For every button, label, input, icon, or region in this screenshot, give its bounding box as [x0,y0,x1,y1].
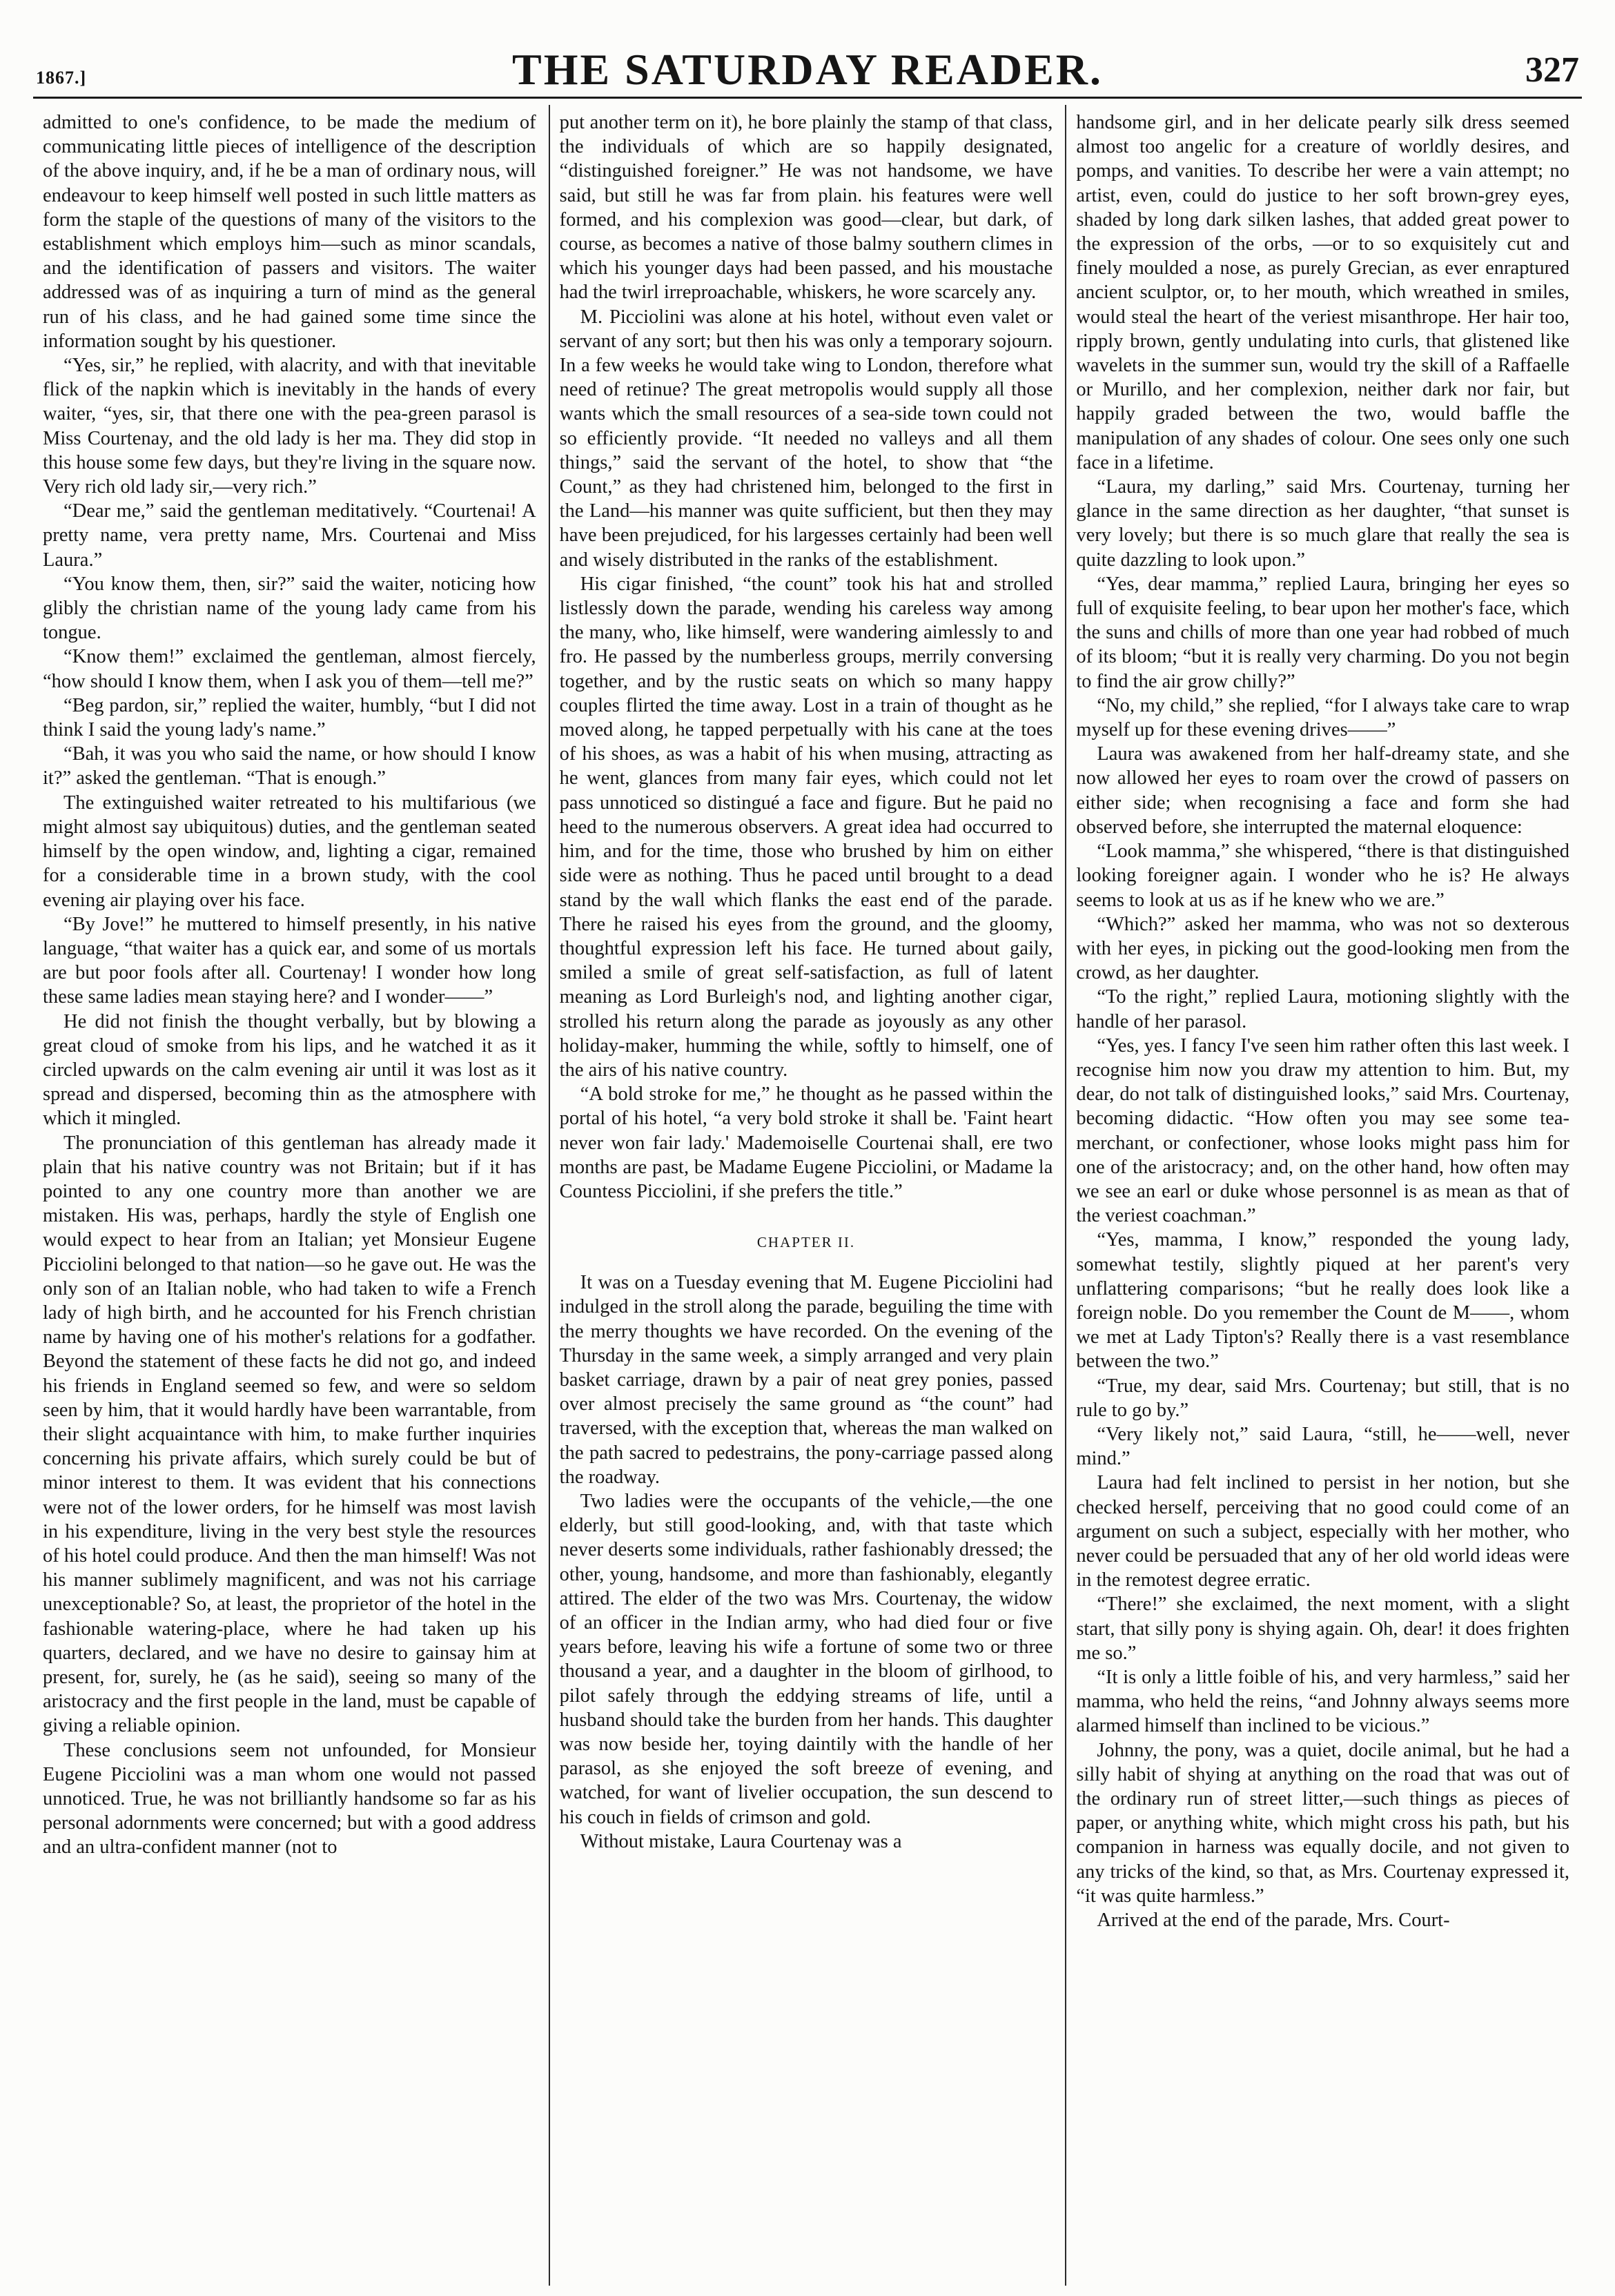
page-header [33,33,1582,99]
paragraph: “A bold stroke for me,” he thought as he passed within the portal of his hotel, “a very bold stroke it shall be. 'Faint heart never won fair lady.' Mademoiselle Courtenai shall, ere two months are past, be Madame Eugene Picciolini, or Madame la Countess Picciolini, if she prefers the title.” [559,1083,1053,1202]
paragraph: “Yes, yes. I fancy I've seen him rather often this last week. I recognise him now you draw my attention to him. But, my dear, do not talk of distinguished looks,” said Mrs. Courtenay, becoming didactic. “How often you may see some tea-merchant, or confectioner, whose looks might pass him for one of the aristocracy; and, on the other hand, how often may we see an earl or duke whose personnel is as mean as that of the veriest coachman.” [1076,1034,1570,1227]
paragraph: “Laura, my darling,” said Mrs. Courtenay, turning her glance in the same direction as her daughter, “that sunset is very lovely; but there is so much glare that really the sea is quite dazzling to look upon.” [1076,476,1570,571]
column-right [1065,105,1582,2286]
paragraph: “Which?” asked her mamma, who was not so dexterous with her eyes, in picking out the good-looking men from the crowd, as her daughter. [1076,913,1570,984]
chapter-heading: CHAPTER II. [756,1234,856,1251]
paragraph: “Yes, sir,” he replied, with alacrity, and with that inevitable flick of the napkin which is inevitably in the hands of every waiter, “yes, sir, that there one with the pea-green parasol is Miss Courtenay, and the old lady is her ma. They did stop in this house some few days, but they're living in the square now. Very rich old lady sir,—very rich.” [43,355,536,498]
paragraph: “True, my dear, said Mrs. Courtenay; but still, that is no rule to go by.” [1076,1375,1570,1421]
paragraph: Laura had felt inclined to persist in her notion, but she checked herself, perceiving that no good could come of an argument on such a subject, especially with her mother, who never could be persuaded that any of her old world ideas were in the remotest degree erratic. [1076,1472,1570,1591]
paragraph: Two ladies were the occupants of the vehicle,—the one elderly, but still good-looking, and, with that taste which never deserts some individuals, rather fashionably dressed; the other, young, handsome, and more than fashionably, elegantly attired. The elder of the two was Mrs. Courtenay, the widow of an officer in the Indian army, who had died four or five years before, leaving his wife a fortune of some two or three thousand a year, and a daughter in the bloom of girlhood, to pilot safely through the eddying streams of life, until a husband should take the burden from her hands. This daughter was now beside her, toying daintily with the handle of her parasol, as she enjoyed the soft breeze of evening, and watched, for want of livelier occupation, the sun descend to his couch in fields of crimson and gold. [559,1490,1053,1828]
paragraph: admitted to one's confidence, to be made the medium of communicating little pieces of intelligence of the description of the above inquiry, and, if he be a man of ordinary nous, will endeavour to keep himself well posted in such little matters as form the staple of the questions of many of the visitors to the establishment which employs him—such as minor scandals, and the identification of passers and visitors. The waiter addressed was of as inquiring a turn of mind as the general run of his class, and he had gained some time since the information sought by his questioner. [43,112,536,352]
paragraph: “No, my child,” she replied, “for I always take care to wrap myself up for these evening drives——” [1076,694,1570,741]
paragraph: “Know them!” exclaimed the gentleman, almost fiercely, “how should I know them, when I ask you of them—tell me?” [43,646,536,692]
paragraph: Laura was awakened from her half-dreamy state, and she now allowed her eyes to roam over the crowd of passers on either side; when recognising a face and form she had observed before, she interrupted the maternal eloquence: [1076,743,1570,838]
column-left [33,105,549,2286]
paragraph: “Beg pardon, sir,” replied the waiter, humbly, “but I did not think I said the young lady's name.” [43,694,536,741]
page-number: 327 [1525,50,1579,90]
paragraph: “Bah, it was you who said the name, or how should I know it?” asked the gentleman. “That is enough.” [43,743,536,789]
paragraph: “Yes, mamma, I know,” responded the young lady, somewhat testily, slightly piqued at her parent's very unflattering comparisons; “but he really does look like a foreign noble. Do you remember the Count de M——, whom we met at Lady Tipton's? Really there is a vast resemblance between the two.” [1076,1229,1570,1373]
column-middle [549,105,1066,2286]
paragraph: “Yes, dear mamma,” replied Laura, bringing her eyes so full of exquisite feeling, to bear upon her mother's face, which the suns and chills of more than one year had robbed of much of its bloom; “but it is really very charming. Do you not begin to find the air grow chilly?” [1076,573,1570,692]
paragraph: handsome girl, and in her delicate pearly silk dress seemed almost too angelic for a creature of worldly desires, and pomps, and vanities. To describe her were a vain attempt; no artist, even, could do justice to her soft brown-grey eyes, shaded by long dark silken lashes, that added great power to the expression of the orbs, —or to so exquisitely cut and finely moulded a nose, as purely Grecian, as ever enraptured ancient sculptor, or, to her mouth, which wreathed in smiles, would steal the heart of the veriest misanthrope. Her hair too, ripply brown, gently undulating into curls, that glistened like wavelets in the summer sun, would try the skill of a Raffaelle or Murillo, and her complexion, neither dark nor fair, but happily graded between the two, would baffle the manipulation of any shades of colour. One sees only one such face in a lifetime. [1076,112,1570,473]
paragraph: “There!” she exclaimed, the next moment, with a slight start, that silly pony is shying again. Oh, dear! it does frighten me so.” [1076,1593,1570,1664]
paragraph: M. Picciolini was alone at his hotel, without even valet or servant of any sort; but then his was only a temporary sojourn. In a few weeks he would take wing to London, therefore what need of retinue? The great metropolis would supply all those wants which the small resources of a sea-side town could not so efficiently provide. “It needed no valleys and all them things,” said the servant of the hotel, to show that “the Count,” as they had christened him, belonged to the first in the Land—his manner was quite sufficient, but then they may have been prejudiced, for his largesses certainly had been well and wisely distributed in the ranks of the establishment. [559,306,1053,571]
paragraph: Johnny, the pony, was a quiet, docile animal, but he had a silly habit of shying at anything on the road that was out of the ordinary run of street litter,—such things as pieces of paper, or anything white, which might cross his path, but his companion in harness was equally docile, and not given to any tricks of the kind, so that, as Mrs. Courtenay expressed it, “it was quite harmless.” [1076,1739,1570,1907]
masthead-title: THE SATURDAY READER. [512,45,1103,94]
paragraph: “Look mamma,” she whispered, “there is that distinguished looking foreigner again. I wonder who he is? He always seems to look at us as if he knew who we are.” [1076,841,1570,911]
paragraph: “To the right,” replied Laura, motioning slightly with the handle of her parasol. [1076,986,1570,1032]
paragraph: It was on a Tuesday evening that M. Eugene Picciolini had indulged in the stroll along the parade, beguiling the time with the merry thoughts we have recorded. On the evening of the Thursday in the same week, a simply arranged and very plain basket carriage, drawn by a pair of neat grey ponies, passed over almost precisely the same ground as “the count” had traversed, with the exception that, whereas the man walked on the path sacred to pedestrains, the pony-carriage passed along the roadway. [559,1272,1053,1488]
paragraph: “You know them, then, sir?” said the waiter, noticing how glibly the christian name of the young lady came from his tongue. [43,573,536,644]
paragraph: “By Jove!” he muttered to himself presently, in his native language, “that waiter has a quick ear, and some of us mortals are but poor fools after all. Courtenay! I wonder how long these same ladies mean staying here? and I wonder——” [43,913,536,1008]
paragraph: put another term on it), he bore plainly the stamp of that class, the individuals of which are so happily designated, “distinguished foreigner.” He was not handsome, we have said, but still he was far from plain. his features were well formed, and his complexion was good—clear, but dark, of course, as becomes a native of those balmy southern climes in which his younger days had been passed, and his moustache had the twirl irreproachable, whiskers, he wore scarcely any. [559,112,1053,304]
paragraph: “Very likely not,” said Laura, “still, he——well, never mind.” [1076,1423,1570,1470]
paragraph: His cigar finished, “the count” took his hat and strolled listlessly down the parade, wending his careless way among the many, who, like himself, were wandering aimlessly to and fro. He passed by the numberless groups, merrily conversing together, and by the rustic seats on which so many happy couples flirted the time away. Lost in a train of thought as he moved along, he tapped perpetually with his cane at the toes of his shoes, as was a habit of his when musing, attracting as he went, glances from many fair eyes, which could not let pass unnoticed so distingué a face and figure. But he paid no heed to the numerous observers. A great idea had occurred to him, and for the time, those who brushed by him on either side were as nothing. Thus he paced until brought to a dead stand by the wall which flanks the east end of the parade. There he raised his eyes from the ground, and the gloomy, thoughtful expression left his face. He turned about gaily, smiled a smile of great self-satisfaction, as full of latent meaning as Lord Burleigh's nod, and lighting another cigar, strolled his return along the parade as joyously as any other holiday-maker, humming the while, softly to himself, one of the airs of his native country. [559,573,1053,1081]
paragraph: He did not finish the thought verbally, but by blowing a great cloud of smoke from his lips, and he watched it as it circled upwards on the calm evening air until it was lost as it spread and dispersed, becoming thin as the atmosphere with which it mingled. [43,1010,536,1130]
paragraph: The extinguished waiter retreated to his multifarious (we might almost say ubiquitous) duties, and the gentleman seated himself by the open window, and, lighting a cigar, remained for a considerable time in a brown study, with the cool evening air playing over his face. [43,792,536,911]
paragraph: Without mistake, Laura Courtenay was a [580,1830,902,1852]
text-columns [33,105,1582,2286]
paragraph: Arrived at the end of the parade, Mrs. Court- [1097,1910,1450,1932]
paragraph: “It is only a little foible of his, and very harmless,” said her mamma, who held the reins, “and Johnny always seems more alarmed himself than inclined to be vicious.” [1076,1667,1570,1737]
paragraph: These conclusions seem not unfounded, for Monsieur Eugene Picciolini was a man whom one would not passed unnoticed. True, he was not brilliantly handsome so far as his personal adornments were concerned; but with a good address and an ultra-confident manner (not to [43,1739,536,1858]
paragraph: “Dear me,” said the gentleman meditatively. “Courtenai! A pretty name, vera pretty name, Mrs. Courtenai and Miss Laura.” [43,500,536,571]
paragraph: The pronunciation of this gentleman has already made it plain that his native country was not Britain; but if it has pointed to any one country more than another we are mistaken. His was, perhaps, hardly the style of English one would expect to hear from an Italian; yet Monsieur Eugene Picciolini belonged to that nation—so he gave out. He was the only son of an Italian noble, who had taken to wife a French lady of high birth, and he accounted for his French christian name by having one of his mother's relations for a godfather. Beyond the statement of these facts he did not go, and indeed his friends in England seemed so few, and were so seldom seen by him, that it would hardly have been warrantable, from their slight acquaintance with him, to make further inquiries concerning his private affairs, which surely could be but of minor interest to them. It was evident that his connections were not of the lower orders, for he himself was most lavish in his expenditure, living in the very best style the resources of his hotel could produce. And then the man himself! Was not his manner sublimely magnificent, and was not his carriage unexceptionable? So, at least, the proprietor of the hotel in the fashionable watering-place, where he had taken up his quarters, declared, and we have no desire to gainsay him at present, for, surely, he (as he said), seeing so many of the aristocracy and the first people in the land, must be capable of giving a reliable opinion. [43,1132,536,1737]
issue-year: 1867.] [36,68,87,88]
